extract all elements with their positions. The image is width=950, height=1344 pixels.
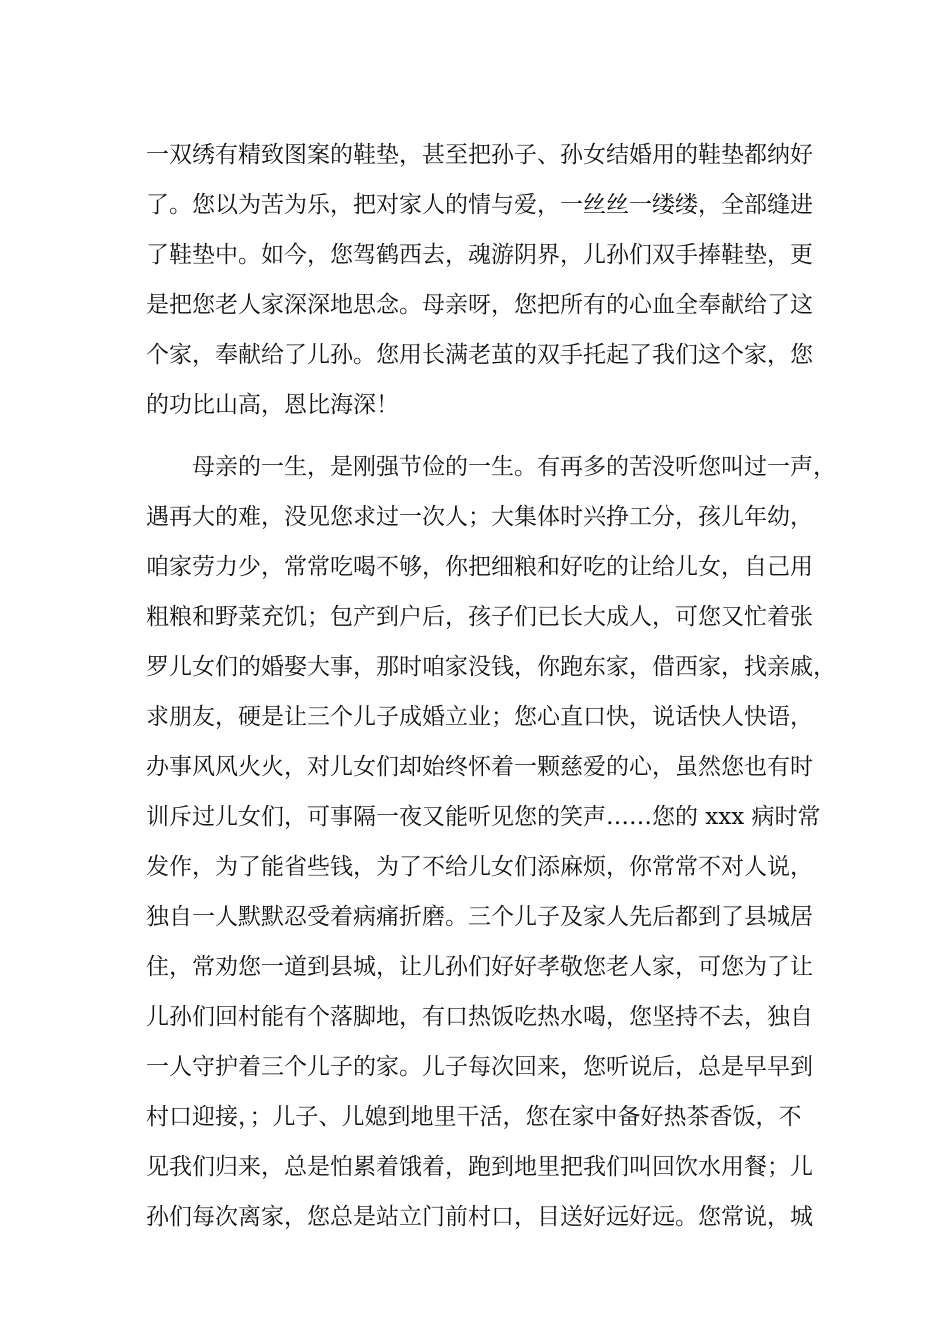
text-line: 孙们每次离家，您总是站立门前村口，目送好远好远。您常说，城 bbox=[146, 1204, 813, 1230]
text-line: 的功比山高，恩比海深！ bbox=[146, 392, 399, 418]
paragraph-1 bbox=[146, 130, 836, 430]
text-line: 住，常劝您一道到县城，让儿孙们好好孝敬您老人家，可您为了让 bbox=[146, 954, 813, 980]
text-line: 了。您以为苦为乐，把对家人的情与爱，一丝丝一缕缕，全部缝进 bbox=[146, 192, 813, 218]
text-line: 一双绣有精致图案的鞋垫，甚至把孙子、孙女结婚用的鞋垫都纳好 bbox=[146, 142, 813, 168]
text-line: 儿孙们回村能有个落脚地，有口热饭吃热水喝，您坚持不去，独自 bbox=[146, 1004, 813, 1030]
text-line: 个家，奉献给了儿孙。您用长满老茧的双手托起了我们这个家，您 bbox=[146, 342, 813, 368]
paragraph-spacer bbox=[146, 430, 836, 442]
text-line: 是把您老人家深深地思念。母亲呀，您把所有的心血全奉献给了这 bbox=[146, 292, 813, 318]
text-line: 粗粮和野菜充饥；包产到户后，孩子们已长大成人，可您又忙着张 bbox=[146, 604, 813, 630]
text-line: 母亲的一生，是刚强节俭的一生。有再多的苦没听您叫过一声， bbox=[146, 454, 836, 480]
text-line: 训斥过儿女们，可事隔一夜又能听见您的笑声……您的 xxx 病时常 bbox=[146, 804, 821, 830]
text-line: 见我们归来，总是怕累着饿着，跑到地里把我们叫回饮水用餐；儿 bbox=[146, 1154, 813, 1180]
text-line: 了鞋垫中。如今，您驾鹤西去，魂游阴界，儿孙们双手捧鞋垫，更 bbox=[146, 242, 813, 268]
text-line: 一人守护着三个儿子的家。儿子每次回来，您听说后，总是早早到 bbox=[146, 1054, 813, 1080]
body-text bbox=[146, 130, 836, 1242]
text-line: 咱家劳力少，常常吃喝不够，你把细粮和好吃的让给儿女，自己用 bbox=[146, 554, 813, 580]
text-line: 求朋友，硬是让三个儿子成婚立业；您心直口快，说话快人快语， bbox=[146, 704, 813, 730]
text-line: 发作，为了能省些钱，为了不给儿女们添麻烦，你常常不对人说， bbox=[146, 854, 813, 880]
text-line: 罗儿女们的婚娶大事，那时咱家没钱，你跑东家，借西家，找亲戚， bbox=[146, 654, 836, 680]
text-line: 村口迎接，；儿子、儿媳到地里干活，您在家中备好热茶香饭，不 bbox=[146, 1104, 802, 1130]
paragraph-2 bbox=[146, 442, 836, 1242]
text-line: 办事风风火火，对儿女们却始终怀着一颗慈爱的心，虽然您也有时 bbox=[146, 754, 813, 780]
text-line: 遇再大的难，没见您求过一次人；大集体时兴挣工分，孩儿年幼， bbox=[146, 504, 813, 530]
text-line: 独自一人默默忍受着病痛折磨。三个儿子及家人先后都到了县城居 bbox=[146, 904, 813, 930]
